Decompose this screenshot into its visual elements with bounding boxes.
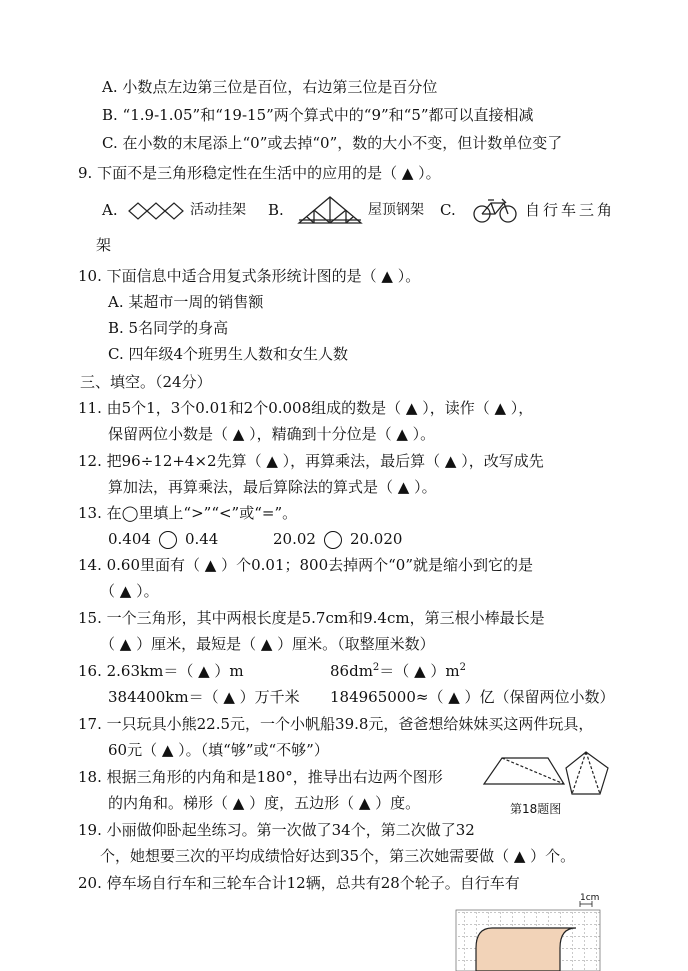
q19-line2: 个，她想要三次的平均成绩恰好达到35个，第三次她需要做（ ▲ ）个。 <box>100 847 576 865</box>
q16-item-a: 16. 2.63km＝（ ▲ ）m <box>78 662 244 680</box>
q13-b-left: 20.02 <box>273 530 316 548</box>
q16-item-d: 184965000≈（ ▲ ）亿（保留两位小数） <box>330 688 615 706</box>
q10-option-a: A. 某超市一周的销售额 <box>108 293 264 311</box>
q13-a-right: 0.44 <box>184 530 219 548</box>
q11-line2: 保留两位小数是（ ▲ ），精确到十分位是（ ▲ ）。 <box>108 425 436 443</box>
q18-line2: 的内角和。梯形（ ▲ ）度，五边形（ ▲ ）度。 <box>108 794 421 812</box>
q9-option-b-letter: B. <box>268 201 284 219</box>
compare-circle[interactable] <box>324 531 342 549</box>
q9-option-a-letter: A. <box>102 201 118 219</box>
q18-caption: 第18题图 <box>510 802 562 816</box>
q9-stem: 9. 下面不是三角形稳定性在生活中的应用的是（ ▲ ）。 <box>78 164 441 182</box>
q9-option-c-label: 自行车三角 <box>525 201 616 219</box>
q9-option-c-label-cont: 架 <box>96 236 112 254</box>
q11-line1: 11. 由5个1，3个0.01和2个0.008组成的数是（ ▲ ），读作（ ▲ ）， <box>78 399 534 417</box>
compare-circle[interactable] <box>159 531 177 549</box>
q13-stem: 13. 在◯里填上“>”“<”或“=”。 <box>78 504 298 522</box>
trapezoid-figure <box>484 758 564 784</box>
q17-line1: 17. 一只玩具小熊22.5元，一个小帆船39.8元，爸爸想给妹妹买这两件玩具， <box>78 715 594 733</box>
q16-item-c: 384400km＝（ ▲ ）万千米 <box>108 688 300 706</box>
q16-b-sup: 2 <box>372 662 380 673</box>
q20-scale-label: 1cm <box>580 893 600 903</box>
q16-b-mid: ＝（ ▲ ）m <box>379 662 460 680</box>
q13-a-left: 0.404 <box>108 530 151 548</box>
q8-option-b: B. “1.9-1.05”和“19-15”两个算式中的“9”和“5”都可以直接相减 <box>102 106 534 124</box>
q20-line1: 20. 停车场自行车和三轮车合计12辆，总共有28个轮子。自行车有 <box>78 874 520 892</box>
hanger-rack-figure <box>128 201 186 221</box>
q19-line1: 19. 小丽做仰卧起坐练习。第一次做了34个，第二次做了32 <box>78 821 475 839</box>
q10-option-c: C. 四年级4个班男生人数和女生人数 <box>108 345 349 363</box>
section-3-title: 三、填空。（24分） <box>80 373 212 391</box>
q9-option-c-letter: C. <box>440 201 456 219</box>
pentagon-figure <box>566 752 608 794</box>
q18-figures <box>482 750 612 798</box>
q12-line2: 算加法，再算乘法，最后算除法的算式是（ ▲ ）。 <box>108 478 437 496</box>
q10-option-b: B. 5名同学的身高 <box>108 319 229 337</box>
q16-b-pre: 86dm <box>330 662 373 680</box>
q18-line1: 18. 根据三角形的内角和是180°，推导出右边两个图形 <box>78 768 443 786</box>
q14-line1: 14. 0.60里面有（ ▲ ）个0.01；800去掉两个“0”就是缩小到它的是 <box>78 556 534 574</box>
q8-option-a: A. 小数点左边第三位是百位，右边第三位是百分位 <box>102 78 438 96</box>
q9-option-b-label: 屋顶钢架 <box>368 202 424 218</box>
q20-grid-figure <box>452 900 604 971</box>
q9-option-a-label: 活动挂架 <box>190 202 246 218</box>
bicycle-figure <box>472 195 518 225</box>
q16-b-sup2: 2 <box>459 662 466 673</box>
q10-stem: 10. 下面信息中适合用复式条形统计图的是（ ▲ ）。 <box>78 267 421 285</box>
q17-line2: 60元（ ▲ ）。（填“够”或“不够”） <box>108 741 329 759</box>
q8-option-c: C. 在小数的末尾添上“0”或去掉“0”，数的大小不变，但计数单位变了 <box>102 134 563 152</box>
q14-line2: （ ▲ ）。 <box>100 582 159 600</box>
q13-compare-b <box>273 529 402 549</box>
roof-truss-figure <box>297 193 363 227</box>
q13-compare-a <box>108 529 218 549</box>
q16-item-b <box>330 661 466 681</box>
q12-line1: 12. 把96÷12+4×2先算（ ▲ ），再算乘法，最后算（ ▲ ），改写成先 <box>78 452 544 470</box>
q13-b-right: 20.020 <box>349 530 403 548</box>
q15-line1: 15. 一个三角形，其中两根长度是5.7cm和9.4cm，第三根小棒最长是 <box>78 609 545 627</box>
q15-line2: （ ▲ ）厘米，最短是（ ▲ ）厘米。（取整厘米数） <box>100 635 435 653</box>
